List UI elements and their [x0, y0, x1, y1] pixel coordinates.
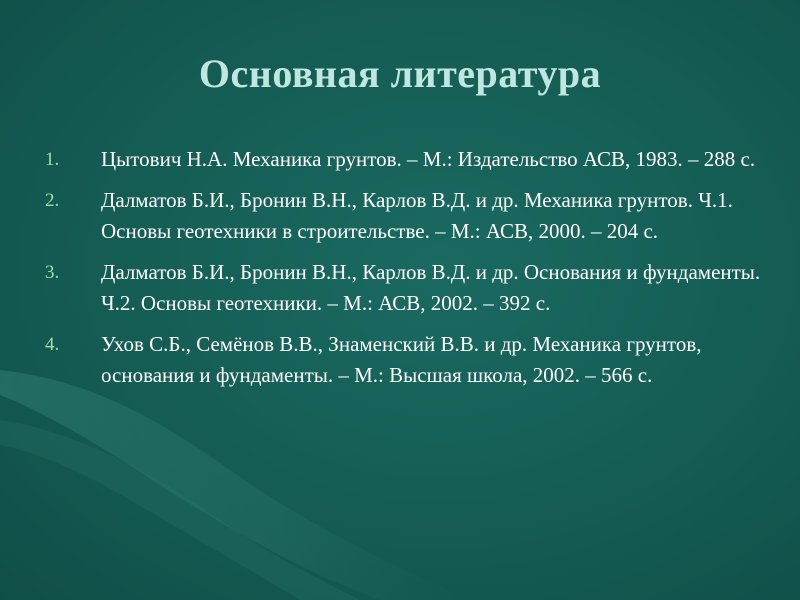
literature-list [45, 144, 765, 401]
list-item-number: 4. [45, 334, 60, 355]
list-item-number: 2. [45, 190, 60, 211]
list-item [45, 257, 765, 319]
list-item-number: 3. [45, 262, 60, 283]
slide-title: Основная литература [198, 51, 602, 96]
list-item-text: Далматов Б.И., Бронин В.Н., Карлов В.Д. и др. Основания и фундаменты. Ч.2. Основы геотехники. – М.: АСВ, 2002. – 392 с. [101, 260, 761, 315]
list-item-text: Далматов Б.И., Бронин В.Н., Карлов В.Д. и др. Механика грунтов. Ч.1. Основы геотехники в строительстве. – М.: АСВ, 2000. – 204 с. [101, 188, 733, 243]
list-item-number: 1. [45, 149, 60, 170]
list-item-text: Ухов С.Б., Семёнов В.В., Знаменский В.В. и др. Механика грунтов, основания и фундаменты. – М.: Высшая школа, 2002. – 566 с. [101, 332, 702, 387]
list-item-text: Цытович Н.А. Механика грунтов. – М.: Издательство АСВ, 1983. – 288 с. [101, 147, 756, 171]
list-item [45, 144, 765, 175]
list-item [45, 329, 765, 391]
list-item [45, 185, 765, 247]
